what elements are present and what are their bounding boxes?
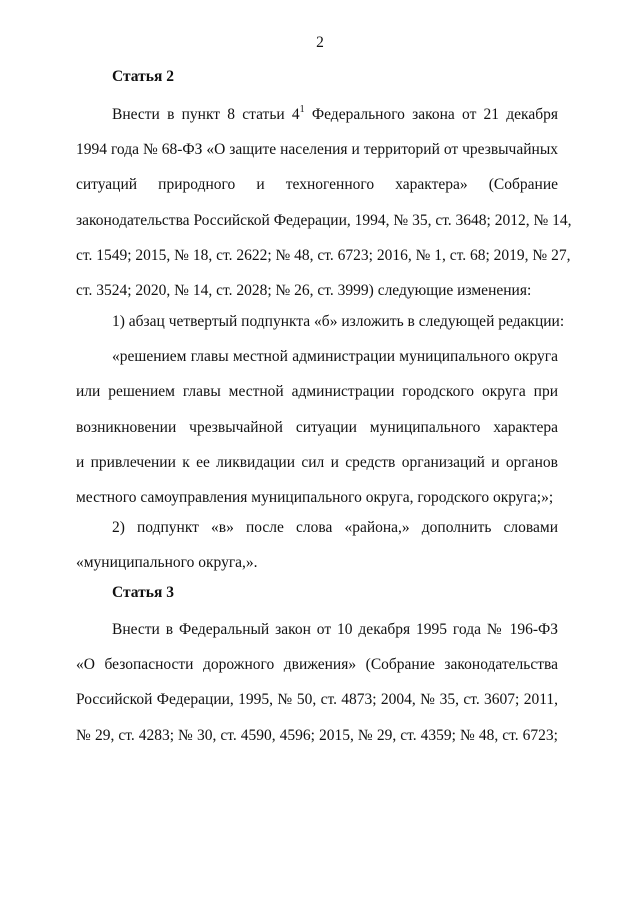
- text-line: 2) подпункт «в» после слова «района,» дополнить словами: [112, 519, 558, 536]
- article-3-body: [76, 612, 558, 753]
- text-line: 1) абзац четвертый подпункта «б» изложить в следующей редакции:: [112, 313, 565, 330]
- text-line: возникновении чрезвычайной ситуации муниципального характера: [76, 418, 558, 436]
- text-line: «О безопасности дорожного движения» (Собрание законодательства: [76, 656, 558, 674]
- text-line: местного самоуправления муниципального округа, городского округа;»;: [76, 488, 554, 506]
- text-line: и привлечении к ее ликвидации сил и средств организаций и органов: [76, 453, 558, 471]
- text-line: ст. 3524; 2020, № 14, ст. 2028; № 26, ст. 3999) следующие изменения:: [76, 281, 532, 299]
- article-2-item-2: [76, 510, 558, 580]
- text-line: ст. 1549; 2015, № 18, ст. 2622; № 48, ст. 6723; 2016, № 1, ст. 68; 2019, № 27,: [76, 246, 571, 264]
- page-number: 2: [316, 34, 324, 51]
- text-line: «решением главы местной администрации муниципального округа: [112, 348, 558, 366]
- text-line: Российской Федерации, 1995, № 50, ст. 4873; 2004, № 35, ст. 3607; 2011,: [76, 691, 558, 709]
- text-line: «муниципального округа,».: [76, 554, 258, 572]
- article-3-heading: Статья 3: [112, 584, 174, 601]
- text-line: № 29, ст. 4283; № 30, ст. 4590, 4596; 2015, № 29, ст. 4359; № 48, ст. 6723;: [76, 726, 558, 744]
- text-line: Внести в пункт 8 статьи $4^1$ Федерального закона от 21 декабря: [112, 104, 558, 123]
- text-line: 1994 года № 68-ФЗ «О защите населения и территорий от чрезвычайных: [76, 141, 558, 159]
- text-line: законодательства Российской Федерации, 1994, № 35, ст. 3648; 2012, № 14,: [76, 211, 572, 229]
- text-line: Внести в Федеральный закон от 10 декабря 1995 года № 196-ФЗ: [112, 621, 558, 638]
- text-line: или решением главы местной администрации городского округа при: [76, 383, 558, 401]
- article-2-heading: Статья 2: [112, 68, 174, 85]
- text-line: ситуаций природного и техногенного характера» (Собрание: [76, 176, 558, 194]
- article-2-item-1: [76, 304, 565, 515]
- article-2-intro: [76, 97, 572, 308]
